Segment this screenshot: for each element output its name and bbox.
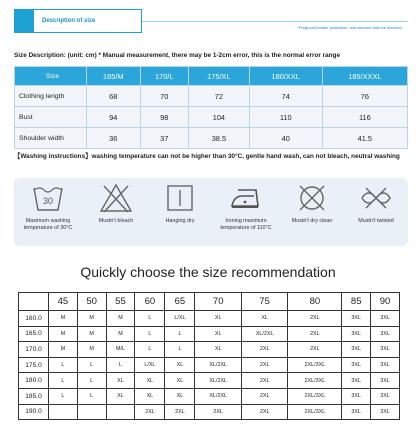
table-cell: 2XL (241, 373, 287, 389)
row-label: Clothing length (15, 86, 87, 107)
table-cell (106, 404, 135, 420)
care-caption: Mustn't dry clean (291, 218, 333, 224)
table-cell: XL/2XL (195, 388, 241, 404)
section-banner (14, 9, 408, 33)
table-cell: L/XL (165, 311, 195, 327)
table-cell (77, 404, 106, 420)
table-cell: 2XL/3XL (288, 373, 342, 389)
table-cell: 3XL (342, 373, 371, 389)
recommendation-table (18, 292, 400, 420)
table-cell: XL (165, 357, 195, 373)
table-cell: 2XL (288, 326, 342, 342)
table-cell: M (77, 311, 106, 327)
table-row (19, 311, 400, 327)
weight-header-cell: 70 (195, 293, 241, 311)
no-twist-icon (358, 182, 394, 214)
table-cell: XL/2XL (241, 326, 287, 342)
row-label: Bust (15, 107, 87, 128)
table-cell: M (49, 342, 78, 358)
height-cell: 180.0 (19, 373, 49, 389)
height-cell: 190.0 (19, 404, 49, 420)
weight-header-cell: 55 (106, 293, 135, 311)
table-cell: 74 (249, 86, 322, 107)
table-cell: 2XL (135, 404, 165, 420)
banner-divider (142, 21, 408, 22)
table-cell: 2XL/3XL (288, 357, 342, 373)
table-cell: XL/2XL (195, 357, 241, 373)
size-description: Size Description: (unit: cm) * Manual measurement, there may be 1-2cm error, this is the normal error range (14, 52, 341, 59)
table-row (19, 373, 400, 389)
table-cell: 2XL (241, 404, 287, 420)
table-cell: L/XL (135, 357, 165, 373)
table-cell: M/L (106, 342, 135, 358)
table-cell: 94 (87, 107, 141, 128)
care-caption: Ironing maximum temperature of 110°C (220, 218, 272, 231)
weight-header-cell: 45 (49, 293, 78, 311)
table-cell: L (49, 357, 78, 373)
table-cell: 2XL (241, 357, 287, 373)
table-cell: 3XL (371, 311, 400, 327)
table-cell: XL (135, 388, 165, 404)
table-row (15, 107, 408, 128)
table-cell: L (77, 373, 106, 389)
table-cell: L (165, 326, 195, 342)
table-cell: 3XL (342, 357, 371, 373)
table-row (19, 357, 400, 373)
table-cell: 3XL (371, 373, 400, 389)
table-cell: 2XL (241, 342, 287, 358)
table-cell: 3XL (342, 311, 371, 327)
table-cell: L (165, 342, 195, 358)
table-cell: XL (241, 311, 287, 327)
table-cell: L (77, 357, 106, 373)
table-cell (49, 404, 78, 420)
table-cell: 2XL (195, 404, 241, 420)
table-cell: 104 (189, 107, 250, 128)
table-cell: 2XL/3XL (288, 404, 342, 420)
table-cell: 3XL (371, 388, 400, 404)
table-cell: 68 (87, 86, 141, 107)
banner-note: *Pregnant mother protection, rest assured that the election! (297, 25, 402, 30)
height-cell: 175.0 (19, 357, 49, 373)
care-caption: Mustn't twisted (358, 218, 394, 224)
size-table (14, 66, 408, 149)
weight-header-cell: 50 (77, 293, 106, 311)
table-cell: 98 (140, 107, 188, 128)
banner-title: Description of size (34, 9, 142, 33)
size-header-label: Size (15, 67, 87, 86)
iron-icon (228, 182, 264, 214)
size-header-cell: 175/XL (189, 67, 250, 86)
table-cell: 3XL (342, 404, 371, 420)
table-cell: 37 (140, 128, 188, 149)
size-header-cell: 170/L (140, 67, 188, 86)
size-header-cell: 165/M (87, 67, 141, 86)
height-cell: 170.0 (19, 342, 49, 358)
table-cell: XL (195, 311, 241, 327)
banner-accent-bar (14, 9, 34, 33)
row-label: Shoulder width (15, 128, 87, 149)
table-cell: 36 (87, 128, 141, 149)
table-cell: M (77, 326, 106, 342)
size-header-cell: 180/XXL (249, 67, 322, 86)
table-cell: M (49, 326, 78, 342)
table-row (19, 326, 400, 342)
care-item (84, 182, 148, 225)
table-cell: 3XL (371, 404, 400, 420)
corner-cell (19, 293, 49, 311)
table-cell: L (77, 388, 106, 404)
table-cell: M (106, 326, 135, 342)
table-cell: L (49, 388, 78, 404)
table-cell: M (106, 311, 135, 327)
table-row (19, 342, 400, 358)
no-bleach-icon (98, 182, 134, 214)
height-cell: 165.0 (19, 326, 49, 342)
table-cell: 3XL (342, 388, 371, 404)
table-cell: 40 (249, 128, 322, 149)
table-cell: XL (135, 373, 165, 389)
care-item (16, 182, 80, 231)
table-cell: 3XL (371, 326, 400, 342)
table-cell: 41.5 (322, 128, 407, 149)
recommendation-title: Quickly choose the size recommendation (80, 264, 336, 280)
washing-instructions: 【Washing instructions】washing temperature can not be higher than 30°C, gentle hand wash, can not bleach, neutral washing (14, 153, 400, 160)
table-cell: XL (106, 388, 135, 404)
table-cell: M (49, 311, 78, 327)
table-cell: 38.5 (189, 128, 250, 149)
table-cell: XL (165, 388, 195, 404)
table-cell: 3XL (371, 357, 400, 373)
table-cell: 116 (322, 107, 407, 128)
weight-header-cell: 80 (288, 293, 342, 311)
table-cell: XL (165, 373, 195, 389)
table-cell: L (135, 311, 165, 327)
recommendation-header-row (19, 293, 400, 311)
table-row (19, 404, 400, 420)
table-cell: 3XL (371, 342, 400, 358)
size-header-cell: 185/XXXL (322, 67, 407, 86)
weight-header-cell: 75 (241, 293, 287, 311)
table-row (15, 128, 408, 149)
table-cell: 2XL/3XL (288, 388, 342, 404)
wash-temperature-number: 30 (42, 196, 54, 206)
table-cell: L (135, 326, 165, 342)
weight-header-cell: 60 (135, 293, 165, 311)
care-item (280, 182, 344, 225)
table-cell: 3XL (342, 326, 371, 342)
table-cell: 2XL (288, 342, 342, 358)
care-caption: Mustn't bleach (98, 218, 134, 224)
weight-header-cell: 65 (165, 293, 195, 311)
size-table-header (15, 67, 408, 86)
table-cell: 70 (140, 86, 188, 107)
care-caption: Maximum washing temperature of 30°C (23, 218, 73, 231)
height-cell: 160.0 (19, 311, 49, 327)
care-item (344, 182, 408, 225)
care-item (148, 182, 212, 225)
table-cell: 3XL (342, 342, 371, 358)
height-cell: 185.0 (19, 388, 49, 404)
table-cell: 2XL (165, 404, 195, 420)
table-cell: 76 (322, 86, 407, 107)
table-cell: L (135, 342, 165, 358)
table-cell: XL/2XL (195, 373, 241, 389)
table-cell: 2XL (288, 311, 342, 327)
weight-header-cell: 90 (371, 293, 400, 311)
table-row (15, 86, 408, 107)
table-row (19, 388, 400, 404)
care-caption: Hanging dry (165, 218, 195, 224)
table-cell: L (106, 357, 135, 373)
table-cell: 110 (249, 107, 322, 128)
hang-dry-icon (162, 182, 198, 214)
table-cell: XL (195, 342, 241, 358)
table-cell: M (77, 342, 106, 358)
table-cell: 72 (189, 86, 250, 107)
table-cell: XL (195, 326, 241, 342)
table-cell: L (49, 373, 78, 389)
weight-header-cell: 85 (342, 293, 371, 311)
care-item (214, 182, 278, 231)
table-cell: 2XL (241, 388, 287, 404)
table-cell: XL (106, 373, 135, 389)
no-dry-clean-icon (294, 182, 330, 214)
wash-30-icon (30, 182, 66, 214)
care-icons-panel (14, 178, 408, 246)
